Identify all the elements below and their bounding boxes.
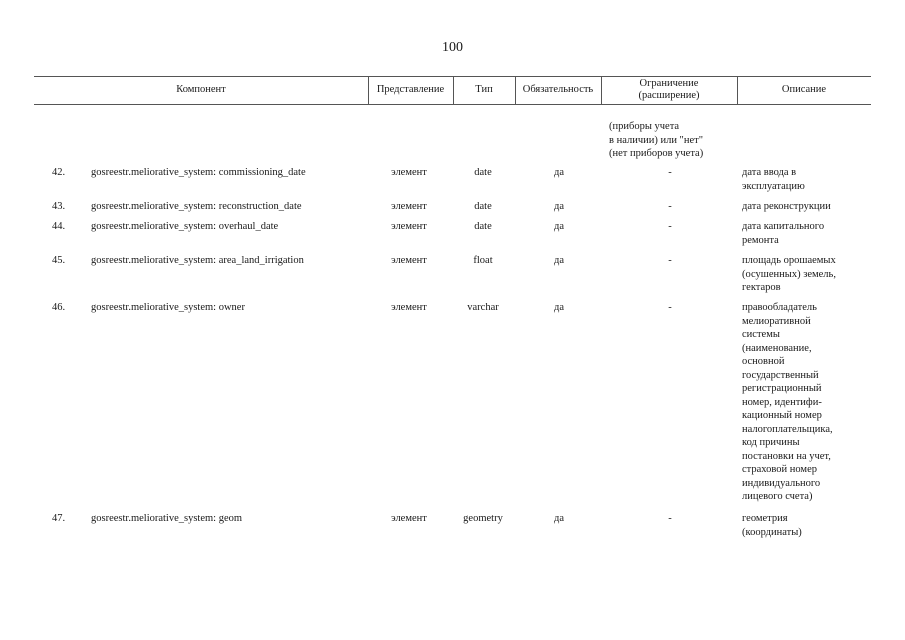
row-description	[742, 254, 870, 295]
description-line: регистрационный	[742, 383, 822, 394]
description-line: системы	[742, 329, 780, 340]
description-line: эксплуатацию	[742, 180, 805, 192]
row-type: varchar	[467, 302, 499, 313]
description-line: мелиоративной	[742, 315, 811, 327]
description-line: основной	[742, 356, 785, 367]
row-representation: элемент	[391, 302, 427, 313]
row-component: gosreestr.meliorative_system: geom	[91, 513, 243, 524]
carryover-line: (приборы учета	[609, 121, 680, 132]
row-type: geometry	[463, 513, 503, 524]
header-type: Тип	[475, 84, 493, 95]
row-representation: элемент	[391, 221, 427, 232]
description-line: дата реконструкции	[742, 201, 831, 212]
header-restriction	[601, 76, 737, 104]
row-description	[742, 512, 870, 539]
row-restriction: -	[668, 255, 672, 266]
row-restriction: -	[668, 167, 672, 178]
row-number: 43.	[52, 201, 66, 212]
description-line: лицевого счета)	[742, 491, 813, 502]
row-required: да	[553, 201, 564, 212]
row-required: да	[553, 255, 564, 266]
description-line: правообладатель	[742, 302, 817, 313]
description-line: дата ввода в	[742, 167, 797, 178]
row-type: date	[474, 167, 492, 178]
row-component: gosreestr.meliorative_system: commissioning_date	[91, 167, 306, 178]
row-representation: элемент	[391, 513, 427, 524]
description-line: код причины	[742, 437, 800, 448]
row-component: gosreestr.meliorative_system: overhaul_date	[91, 221, 279, 232]
row-number: 47.	[52, 513, 66, 524]
row-representation: элемент	[391, 255, 427, 266]
row-component: gosreestr.meliorative_system: area_land_irrigation	[91, 255, 304, 266]
row-number: 44.	[52, 221, 66, 232]
description-line: государственный	[742, 369, 819, 381]
description-line: индивидуального	[742, 477, 821, 489]
description-line: геометрия	[742, 513, 788, 524]
header-required: Обязательность	[522, 84, 594, 95]
row-component: gosreestr.meliorative_system: owner	[91, 302, 245, 313]
carryover-line: (нет приборов учета)	[609, 148, 704, 159]
row-type: date	[474, 221, 492, 232]
description-line: ремонта	[742, 234, 779, 246]
header-component: Компонент	[176, 84, 226, 95]
description-line: площадь орошаемых	[742, 255, 836, 266]
row-restriction: -	[668, 201, 672, 212]
header-restriction-line1: Ограничение	[639, 78, 699, 89]
row-representation: элемент	[391, 201, 427, 212]
row-type: float	[473, 255, 493, 266]
row-description	[742, 220, 870, 247]
description-line: постановки на учет,	[742, 450, 831, 462]
table-header-bottom-rule	[34, 104, 871, 105]
carryover-line: в наличии) или "нет"	[609, 134, 703, 146]
row-required: да	[553, 302, 564, 313]
description-line: дата капитального	[742, 221, 825, 232]
carryover-restriction-text	[609, 120, 739, 161]
description-line: номер, идентифи-	[742, 396, 822, 408]
row-required: да	[553, 221, 564, 232]
description-line: (координаты)	[742, 526, 802, 538]
row-description	[742, 200, 870, 214]
description-line: (осушенных) земель,	[742, 268, 836, 280]
row-component: gosreestr.meliorative_system: reconstruction_date	[91, 201, 302, 212]
description-line: (наименование,	[742, 342, 812, 354]
row-number: 42.	[52, 167, 66, 178]
page-number: 100	[442, 40, 463, 55]
row-restriction: -	[668, 221, 672, 232]
description-line: налогоплательщика,	[742, 423, 833, 435]
description-line: гектаров	[742, 282, 781, 293]
table-header	[34, 76, 871, 104]
row-description	[742, 166, 870, 193]
row-required: да	[553, 513, 564, 524]
row-type: date	[474, 201, 492, 212]
row-number: 46.	[52, 302, 66, 313]
description-line: страховой номер	[742, 464, 817, 475]
description-line: кационный номер	[742, 410, 822, 421]
row-restriction: -	[668, 302, 672, 313]
header-representation: Представление	[376, 84, 445, 95]
header-description: Описание	[781, 84, 827, 95]
row-restriction: -	[668, 513, 672, 524]
header-restriction-line2: (расширение)	[638, 90, 700, 101]
row-description	[742, 301, 870, 504]
row-representation: элемент	[391, 167, 427, 178]
row-number: 45.	[52, 255, 66, 266]
row-required: да	[553, 167, 564, 178]
